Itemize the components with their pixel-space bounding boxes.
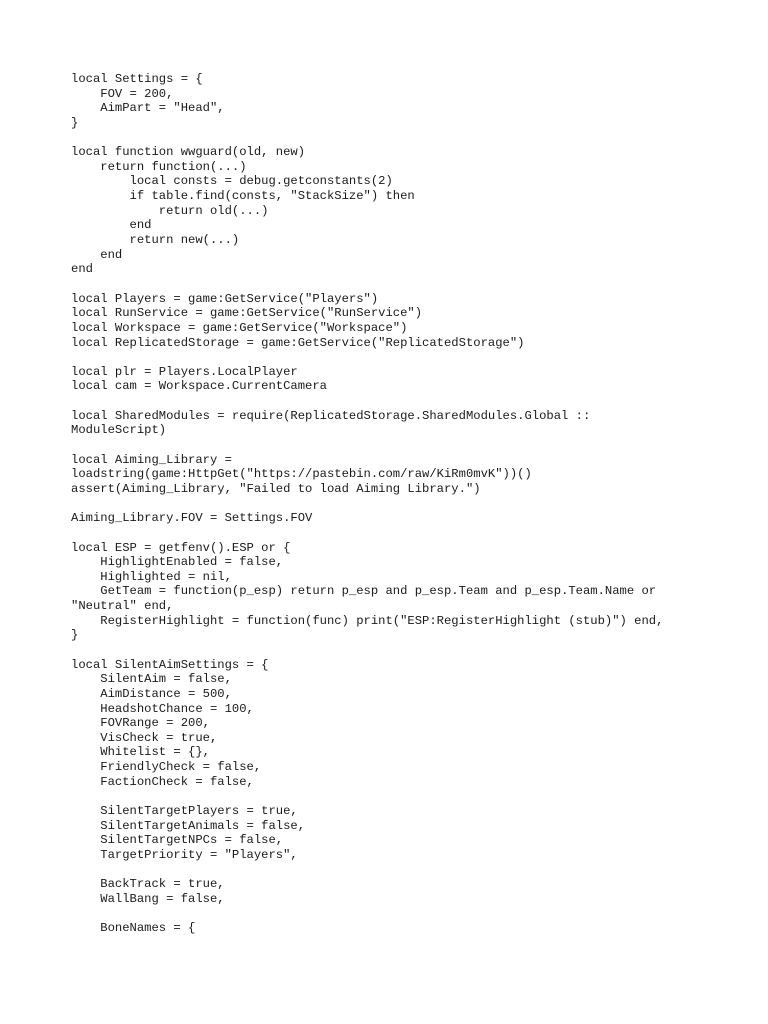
code-line: WallBang = false, <box>71 891 225 906</box>
code-line <box>71 907 711 922</box>
code-line <box>71 526 711 541</box>
code-line: assert(Aiming_Library, "Failed to load Aiming Library.") <box>71 481 481 496</box>
code-line: Aiming_Library.FOV = Settings.FOV <box>71 511 313 526</box>
code-line <box>71 438 711 453</box>
code-line <box>71 131 711 146</box>
code-line: local consts = debug.getconstants(2) <box>71 174 393 189</box>
code-line: "Neutral" end, <box>71 599 174 614</box>
code-line <box>71 394 711 409</box>
code-line: local SilentAimSettings = { <box>71 657 269 672</box>
code-line: } <box>71 628 79 643</box>
code-line: local ReplicatedStorage = game:GetService("ReplicatedStorage") <box>71 335 525 350</box>
code-line: local ESP = getfenv().ESP or { <box>71 540 291 555</box>
code-line: end <box>71 262 93 277</box>
code-line: SilentTargetNPCs = false, <box>71 833 284 848</box>
code-line <box>71 350 711 365</box>
code-line: local SharedModules = require(ReplicatedStorage.SharedModules.Global :: <box>71 408 591 423</box>
code-line: loadstring(game:HttpGet("https://pastebin.com/raw/KiRm0mvK"))() <box>71 467 532 482</box>
code-line: local Workspace = game:GetService("Workspace") <box>71 320 408 335</box>
code-line: end <box>71 247 123 262</box>
code-line: return old(...) <box>71 203 269 218</box>
code-line <box>71 643 711 658</box>
code-block <box>71 72 711 936</box>
code-line: FOV = 200, <box>71 86 174 101</box>
code-line: return function(...) <box>71 159 247 174</box>
code-line: return new(...) <box>71 233 240 248</box>
code-line: AimDistance = 500, <box>71 686 232 701</box>
code-line: GetTeam = function(p_esp) return p_esp and p_esp.Team and p_esp.Team.Name or <box>71 584 657 599</box>
code-line: local Aiming_Library = <box>71 452 232 467</box>
code-line: FactionCheck = false, <box>71 774 254 789</box>
code-line: local plr = Players.LocalPlayer <box>71 364 298 379</box>
code-line: Highlighted = nil, <box>71 569 232 584</box>
code-line: local RunService = game:GetService("RunService") <box>71 306 423 321</box>
code-line <box>71 497 711 512</box>
code-line: FOVRange = 200, <box>71 716 210 731</box>
code-line: SilentTargetAnimals = false, <box>71 818 306 833</box>
code-line: if table.find(consts, "StackSize") then <box>71 189 415 204</box>
code-line: BackTrack = true, <box>71 877 225 892</box>
code-line: Whitelist = {}, <box>71 745 210 760</box>
code-line: HighlightEnabled = false, <box>71 555 284 570</box>
code-line: SilentAim = false, <box>71 672 232 687</box>
code-line: SilentTargetPlayers = true, <box>71 804 298 819</box>
code-line <box>71 789 711 804</box>
code-line: ModuleScript) <box>71 423 167 438</box>
code-line <box>71 277 711 292</box>
code-line: RegisterHighlight = function(func) print("ESP:RegisterHighlight (stub)") end, <box>71 613 664 628</box>
code-line: } <box>71 115 79 130</box>
code-line: TargetPriority = "Players", <box>71 847 298 862</box>
code-line: local Settings = { <box>71 72 203 86</box>
code-line: HeadshotChance = 100, <box>71 701 254 716</box>
code-line: end <box>71 218 152 233</box>
code-line: local function wwguard(old, new) <box>71 145 306 160</box>
code-line: BoneNames = { <box>71 921 196 936</box>
code-line: local cam = Workspace.CurrentCamera <box>71 379 327 394</box>
code-line: FriendlyCheck = false, <box>71 760 262 775</box>
code-line: local Players = game:GetService("Players") <box>71 291 379 306</box>
code-line: AimPart = "Head", <box>71 101 225 116</box>
code-line: VisCheck = true, <box>71 730 218 745</box>
code-line <box>71 863 711 878</box>
